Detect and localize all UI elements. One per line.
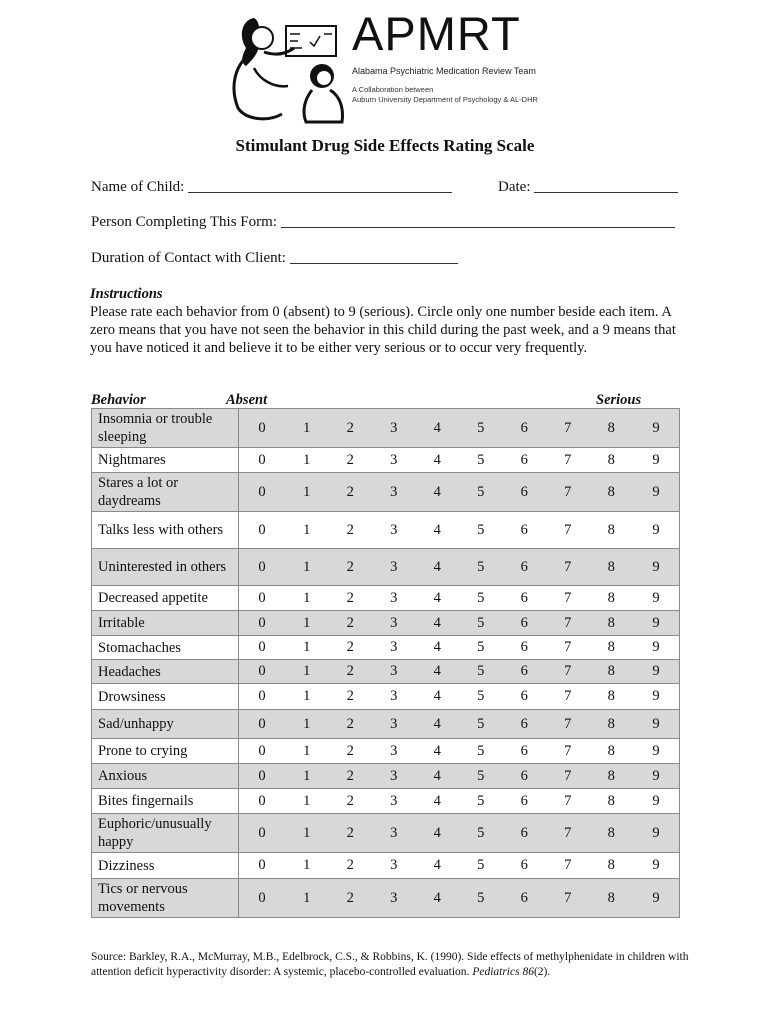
rating-option-4[interactable]: 4 xyxy=(416,611,460,636)
rating-option-1[interactable]: 1 xyxy=(285,611,329,636)
rating-option-2[interactable]: 2 xyxy=(329,879,373,918)
table-row xyxy=(92,611,680,636)
behavior-label: Bites fingernails xyxy=(92,789,239,814)
rating-option-2[interactable]: 2 xyxy=(329,611,373,636)
source-citation xyxy=(91,950,691,980)
child-name-row xyxy=(91,178,452,196)
rating-option-5[interactable]: 5 xyxy=(459,660,503,684)
rating-option-4[interactable]: 4 xyxy=(416,789,460,814)
apmrt-logo-illustration-icon xyxy=(224,8,354,126)
source-volume: 86 xyxy=(522,966,534,978)
rating-option-6[interactable]: 6 xyxy=(503,764,547,789)
rating-option-2[interactable]: 2 xyxy=(329,549,373,586)
rating-option-9[interactable]: 9 xyxy=(633,710,680,739)
rating-option-7[interactable]: 7 xyxy=(546,684,590,710)
rating-option-4[interactable]: 4 xyxy=(416,684,460,710)
rating-option-9[interactable]: 9 xyxy=(633,473,680,512)
table-row xyxy=(92,549,680,586)
table-row xyxy=(92,660,680,684)
date-field[interactable] xyxy=(534,178,678,193)
rating-option-0[interactable]: 0 xyxy=(239,814,286,853)
rating-option-2[interactable]: 2 xyxy=(329,512,373,549)
rating-option-6[interactable]: 6 xyxy=(503,739,547,764)
table-row xyxy=(92,473,680,512)
source-text: Source: Barkley, R.A., McMurray, M.B., Edelbrock, C.S., & Robbins, K. (1990). Side effects of methylphenidate in children with attention deficit hyperactivity disorder: A systemic, placebo-controlled evaluation. xyxy=(91,951,689,978)
rating-option-9[interactable]: 9 xyxy=(633,549,680,586)
rating-option-6[interactable]: 6 xyxy=(503,636,547,660)
table-row xyxy=(92,814,680,853)
rating-option-3[interactable]: 3 xyxy=(372,739,416,764)
rating-option-6[interactable]: 6 xyxy=(503,879,547,918)
behavior-label: Nightmares xyxy=(92,448,239,473)
rating-option-7[interactable]: 7 xyxy=(546,660,590,684)
rating-option-1[interactable]: 1 xyxy=(285,789,329,814)
rating-option-3[interactable]: 3 xyxy=(372,549,416,586)
rating-option-2[interactable]: 2 xyxy=(329,789,373,814)
rating-table xyxy=(91,408,680,918)
rating-option-4[interactable]: 4 xyxy=(416,710,460,739)
rating-option-5[interactable]: 5 xyxy=(459,710,503,739)
page-title: Stimulant Drug Side Effects Rating Scale xyxy=(235,136,535,155)
rating-option-2[interactable]: 2 xyxy=(329,473,373,512)
rating-option-7[interactable]: 7 xyxy=(546,789,590,814)
rating-option-1[interactable]: 1 xyxy=(285,473,329,512)
rating-option-0[interactable]: 0 xyxy=(239,409,286,448)
rating-option-8[interactable]: 8 xyxy=(590,473,634,512)
rating-option-4[interactable]: 4 xyxy=(416,586,460,611)
rating-option-5[interactable]: 5 xyxy=(459,549,503,586)
rating-option-6[interactable]: 6 xyxy=(503,814,547,853)
rating-option-7[interactable]: 7 xyxy=(546,409,590,448)
rating-option-7[interactable]: 7 xyxy=(546,879,590,918)
behavior-label: Anxious xyxy=(92,764,239,789)
rating-option-3[interactable]: 3 xyxy=(372,473,416,512)
behavior-label: Headaches xyxy=(92,660,239,684)
rating-option-9[interactable]: 9 xyxy=(633,739,680,764)
rating-option-3[interactable]: 3 xyxy=(372,710,416,739)
rating-option-0[interactable]: 0 xyxy=(239,473,286,512)
rating-option-3[interactable]: 3 xyxy=(372,611,416,636)
date-label: Date: xyxy=(498,179,531,195)
rating-option-8[interactable]: 8 xyxy=(590,512,634,549)
rating-option-1[interactable]: 1 xyxy=(285,660,329,684)
rating-option-1[interactable]: 1 xyxy=(285,739,329,764)
rating-option-0[interactable]: 0 xyxy=(239,710,286,739)
person-label: Person Completing This Form: xyxy=(91,214,277,230)
rating-option-3[interactable]: 3 xyxy=(372,660,416,684)
rating-option-5[interactable]: 5 xyxy=(459,586,503,611)
rating-option-4[interactable]: 4 xyxy=(416,879,460,918)
rating-option-0[interactable]: 0 xyxy=(239,549,286,586)
rating-option-0[interactable]: 0 xyxy=(239,739,286,764)
rating-option-2[interactable]: 2 xyxy=(329,409,373,448)
rating-option-4[interactable]: 4 xyxy=(416,636,460,660)
rating-option-5[interactable]: 5 xyxy=(459,789,503,814)
rating-option-7[interactable]: 7 xyxy=(546,448,590,473)
rating-option-9[interactable]: 9 xyxy=(633,636,680,660)
rating-option-7[interactable]: 7 xyxy=(546,549,590,586)
rating-option-2[interactable]: 2 xyxy=(329,710,373,739)
column-absent: Absent xyxy=(226,392,268,408)
rating-option-7[interactable]: 7 xyxy=(546,636,590,660)
rating-option-6[interactable]: 6 xyxy=(503,512,547,549)
rating-option-8[interactable]: 8 xyxy=(590,660,634,684)
child-name-field[interactable] xyxy=(188,178,452,193)
behavior-label: Euphoric/unusually happy xyxy=(92,814,239,853)
rating-option-3[interactable]: 3 xyxy=(372,512,416,549)
rating-option-9[interactable]: 9 xyxy=(633,448,680,473)
rating-option-8[interactable]: 8 xyxy=(590,710,634,739)
rating-option-9[interactable]: 9 xyxy=(633,586,680,611)
duration-field[interactable] xyxy=(290,249,458,264)
rating-option-8[interactable]: 8 xyxy=(590,789,634,814)
rating-option-9[interactable]: 9 xyxy=(633,789,680,814)
rating-option-5[interactable]: 5 xyxy=(459,684,503,710)
column-serious: Serious xyxy=(596,392,642,408)
rating-option-1[interactable]: 1 xyxy=(285,684,329,710)
rating-option-6[interactable]: 6 xyxy=(503,611,547,636)
rating-option-6[interactable]: 6 xyxy=(503,684,547,710)
rating-option-5[interactable]: 5 xyxy=(459,879,503,918)
rating-option-1[interactable]: 1 xyxy=(285,586,329,611)
rating-option-6[interactable]: 6 xyxy=(503,853,547,879)
rating-option-5[interactable]: 5 xyxy=(459,512,503,549)
table-row xyxy=(92,512,680,549)
collab-line-2: Auburn University Department of Psychology & AL-DHR xyxy=(352,95,538,104)
rating-option-8[interactable]: 8 xyxy=(590,409,634,448)
rating-option-0[interactable]: 0 xyxy=(239,789,286,814)
rating-option-0[interactable]: 0 xyxy=(239,684,286,710)
brand-title: APMRT xyxy=(352,7,521,60)
rating-option-4[interactable]: 4 xyxy=(416,660,460,684)
rating-option-9[interactable]: 9 xyxy=(633,684,680,710)
table-row xyxy=(92,764,680,789)
rating-option-1[interactable]: 1 xyxy=(285,448,329,473)
table-row xyxy=(92,789,680,814)
rating-option-8[interactable]: 8 xyxy=(590,684,634,710)
rating-option-1[interactable]: 1 xyxy=(285,710,329,739)
rating-option-2[interactable]: 2 xyxy=(329,739,373,764)
rating-option-6[interactable]: 6 xyxy=(503,473,547,512)
brand-subtitle: Alabama Psychiatric Medication Review Team xyxy=(352,66,536,76)
table-row xyxy=(92,586,680,611)
rating-option-9[interactable]: 9 xyxy=(633,764,680,789)
rating-option-7[interactable]: 7 xyxy=(546,611,590,636)
rating-option-7[interactable]: 7 xyxy=(546,710,590,739)
rating-option-7[interactable]: 7 xyxy=(546,473,590,512)
rating-option-5[interactable]: 5 xyxy=(459,636,503,660)
rating-option-7[interactable]: 7 xyxy=(546,739,590,764)
table-row xyxy=(92,710,680,739)
rating-option-3[interactable]: 3 xyxy=(372,636,416,660)
rating-option-1[interactable]: 1 xyxy=(285,853,329,879)
behavior-label: Dizziness xyxy=(92,853,239,879)
rating-option-9[interactable]: 9 xyxy=(633,611,680,636)
rating-option-0[interactable]: 0 xyxy=(239,879,286,918)
rating-option-0[interactable]: 0 xyxy=(239,660,286,684)
table-row xyxy=(92,879,680,918)
behavior-label: Talks less with others xyxy=(92,512,239,549)
table-row xyxy=(92,448,680,473)
rating-option-0[interactable]: 0 xyxy=(239,764,286,789)
collab-line-1: A Collaboration between xyxy=(352,85,434,94)
rating-option-4[interactable]: 4 xyxy=(416,764,460,789)
rating-option-3[interactable]: 3 xyxy=(372,764,416,789)
rating-option-8[interactable]: 8 xyxy=(590,549,634,586)
brand-block xyxy=(352,7,538,105)
source-journal: Pediatrics xyxy=(472,966,520,978)
rating-option-5[interactable]: 5 xyxy=(459,764,503,789)
rating-option-5[interactable]: 5 xyxy=(459,473,503,512)
table-row xyxy=(92,853,680,879)
rating-option-1[interactable]: 1 xyxy=(285,814,329,853)
rating-option-1[interactable]: 1 xyxy=(285,636,329,660)
rating-option-8[interactable]: 8 xyxy=(590,739,634,764)
column-behavior: Behavior xyxy=(91,392,146,408)
table-row xyxy=(92,409,680,448)
instructions-text: Please rate each behavior from 0 (absent) to 9 (serious). Circle only one number beside each item. A zero means that you have not seen the behavior in this child during the past week, and a 9 means that you have noticed it and believe it to be either very serious or to occur very frequently. xyxy=(90,304,676,356)
rating-option-6[interactable]: 6 xyxy=(503,660,547,684)
rating-option-3[interactable]: 3 xyxy=(372,879,416,918)
rating-option-5[interactable]: 5 xyxy=(459,409,503,448)
rating-option-1[interactable]: 1 xyxy=(285,549,329,586)
rating-option-3[interactable]: 3 xyxy=(372,789,416,814)
rating-option-3[interactable]: 3 xyxy=(372,684,416,710)
rating-option-0[interactable]: 0 xyxy=(239,853,286,879)
behavior-label: Drowsiness xyxy=(92,684,239,710)
behavior-label: Insomnia or trouble sleeping xyxy=(92,409,239,448)
rating-option-2[interactable]: 2 xyxy=(329,764,373,789)
rating-option-1[interactable]: 1 xyxy=(285,512,329,549)
rating-option-6[interactable]: 6 xyxy=(503,710,547,739)
rating-option-8[interactable]: 8 xyxy=(590,611,634,636)
rating-option-4[interactable]: 4 xyxy=(416,448,460,473)
rating-option-8[interactable]: 8 xyxy=(590,814,634,853)
rating-option-9[interactable]: 9 xyxy=(633,853,680,879)
rating-option-8[interactable]: 8 xyxy=(590,853,634,879)
rating-option-0[interactable]: 0 xyxy=(239,448,286,473)
rating-option-0[interactable]: 0 xyxy=(239,512,286,549)
rating-option-7[interactable]: 7 xyxy=(546,764,590,789)
behavior-label: Prone to crying xyxy=(92,739,239,764)
rating-option-8[interactable]: 8 xyxy=(590,764,634,789)
rating-option-6[interactable]: 6 xyxy=(503,409,547,448)
person-field[interactable] xyxy=(281,213,675,228)
rating-option-8[interactable]: 8 xyxy=(590,879,634,918)
rating-option-0[interactable]: 0 xyxy=(239,611,286,636)
rating-option-4[interactable]: 4 xyxy=(416,853,460,879)
rating-option-9[interactable]: 9 xyxy=(633,660,680,684)
rating-option-5[interactable]: 5 xyxy=(459,853,503,879)
rating-option-2[interactable]: 2 xyxy=(329,448,373,473)
rating-option-4[interactable]: 4 xyxy=(416,409,460,448)
rating-option-6[interactable]: 6 xyxy=(503,448,547,473)
rating-option-3[interactable]: 3 xyxy=(372,448,416,473)
rating-option-3[interactable]: 3 xyxy=(372,814,416,853)
table-row xyxy=(92,636,680,660)
rating-option-4[interactable]: 4 xyxy=(416,549,460,586)
date-row xyxy=(498,178,678,196)
rating-option-4[interactable]: 4 xyxy=(416,739,460,764)
rating-option-7[interactable]: 7 xyxy=(546,586,590,611)
rating-option-2[interactable]: 2 xyxy=(329,814,373,853)
rating-option-2[interactable]: 2 xyxy=(329,586,373,611)
rating-option-3[interactable]: 3 xyxy=(372,586,416,611)
behavior-label: Tics or nervous movements xyxy=(92,879,239,918)
rating-option-1[interactable]: 1 xyxy=(285,879,329,918)
rating-option-4[interactable]: 4 xyxy=(416,473,460,512)
rating-option-9[interactable]: 9 xyxy=(633,409,680,448)
rating-option-4[interactable]: 4 xyxy=(416,512,460,549)
brand-collaboration xyxy=(352,85,538,105)
behavior-label: Stomachaches xyxy=(92,636,239,660)
rating-option-9[interactable]: 9 xyxy=(633,814,680,853)
rating-option-2[interactable]: 2 xyxy=(329,853,373,879)
table-row xyxy=(92,739,680,764)
rating-option-2[interactable]: 2 xyxy=(329,684,373,710)
rating-option-1[interactable]: 1 xyxy=(285,409,329,448)
duration-row xyxy=(91,249,458,267)
rating-option-5[interactable]: 5 xyxy=(459,448,503,473)
rating-option-5[interactable]: 5 xyxy=(459,814,503,853)
instructions-heading: Instructions xyxy=(90,286,163,302)
rating-option-6[interactable]: 6 xyxy=(503,789,547,814)
rating-option-8[interactable]: 8 xyxy=(590,448,634,473)
behavior-label: Irritable xyxy=(92,611,239,636)
rating-option-6[interactable]: 6 xyxy=(503,549,547,586)
rating-option-5[interactable]: 5 xyxy=(459,739,503,764)
rating-option-7[interactable]: 7 xyxy=(546,814,590,853)
rating-option-2[interactable]: 2 xyxy=(329,636,373,660)
rating-option-4[interactable]: 4 xyxy=(416,814,460,853)
rating-option-7[interactable]: 7 xyxy=(546,512,590,549)
behavior-label: Decreased appetite xyxy=(92,586,239,611)
behavior-label: Uninterested in others xyxy=(92,549,239,586)
duration-label: Duration of Contact with Client: xyxy=(91,250,286,266)
behavior-label: Stares a lot or daydreams xyxy=(92,473,239,512)
rating-option-5[interactable]: 5 xyxy=(459,611,503,636)
rating-option-8[interactable]: 8 xyxy=(590,586,634,611)
rating-option-9[interactable]: 9 xyxy=(633,879,680,918)
instructions xyxy=(90,285,680,357)
rating-option-1[interactable]: 1 xyxy=(285,764,329,789)
person-row xyxy=(91,213,675,231)
rating-option-8[interactable]: 8 xyxy=(590,636,634,660)
source-issue: (2). xyxy=(533,966,551,978)
rating-option-9[interactable]: 9 xyxy=(633,512,680,549)
rating-option-3[interactable]: 3 xyxy=(372,853,416,879)
rating-option-7[interactable]: 7 xyxy=(546,853,590,879)
table-row xyxy=(92,684,680,710)
behavior-label: Sad/unhappy xyxy=(92,710,239,739)
rating-option-0[interactable]: 0 xyxy=(239,586,286,611)
child-name-label: Name of Child: xyxy=(91,179,185,195)
rating-option-2[interactable]: 2 xyxy=(329,660,373,684)
rating-option-6[interactable]: 6 xyxy=(503,586,547,611)
rating-option-3[interactable]: 3 xyxy=(372,409,416,448)
rating-option-0[interactable]: 0 xyxy=(239,636,286,660)
